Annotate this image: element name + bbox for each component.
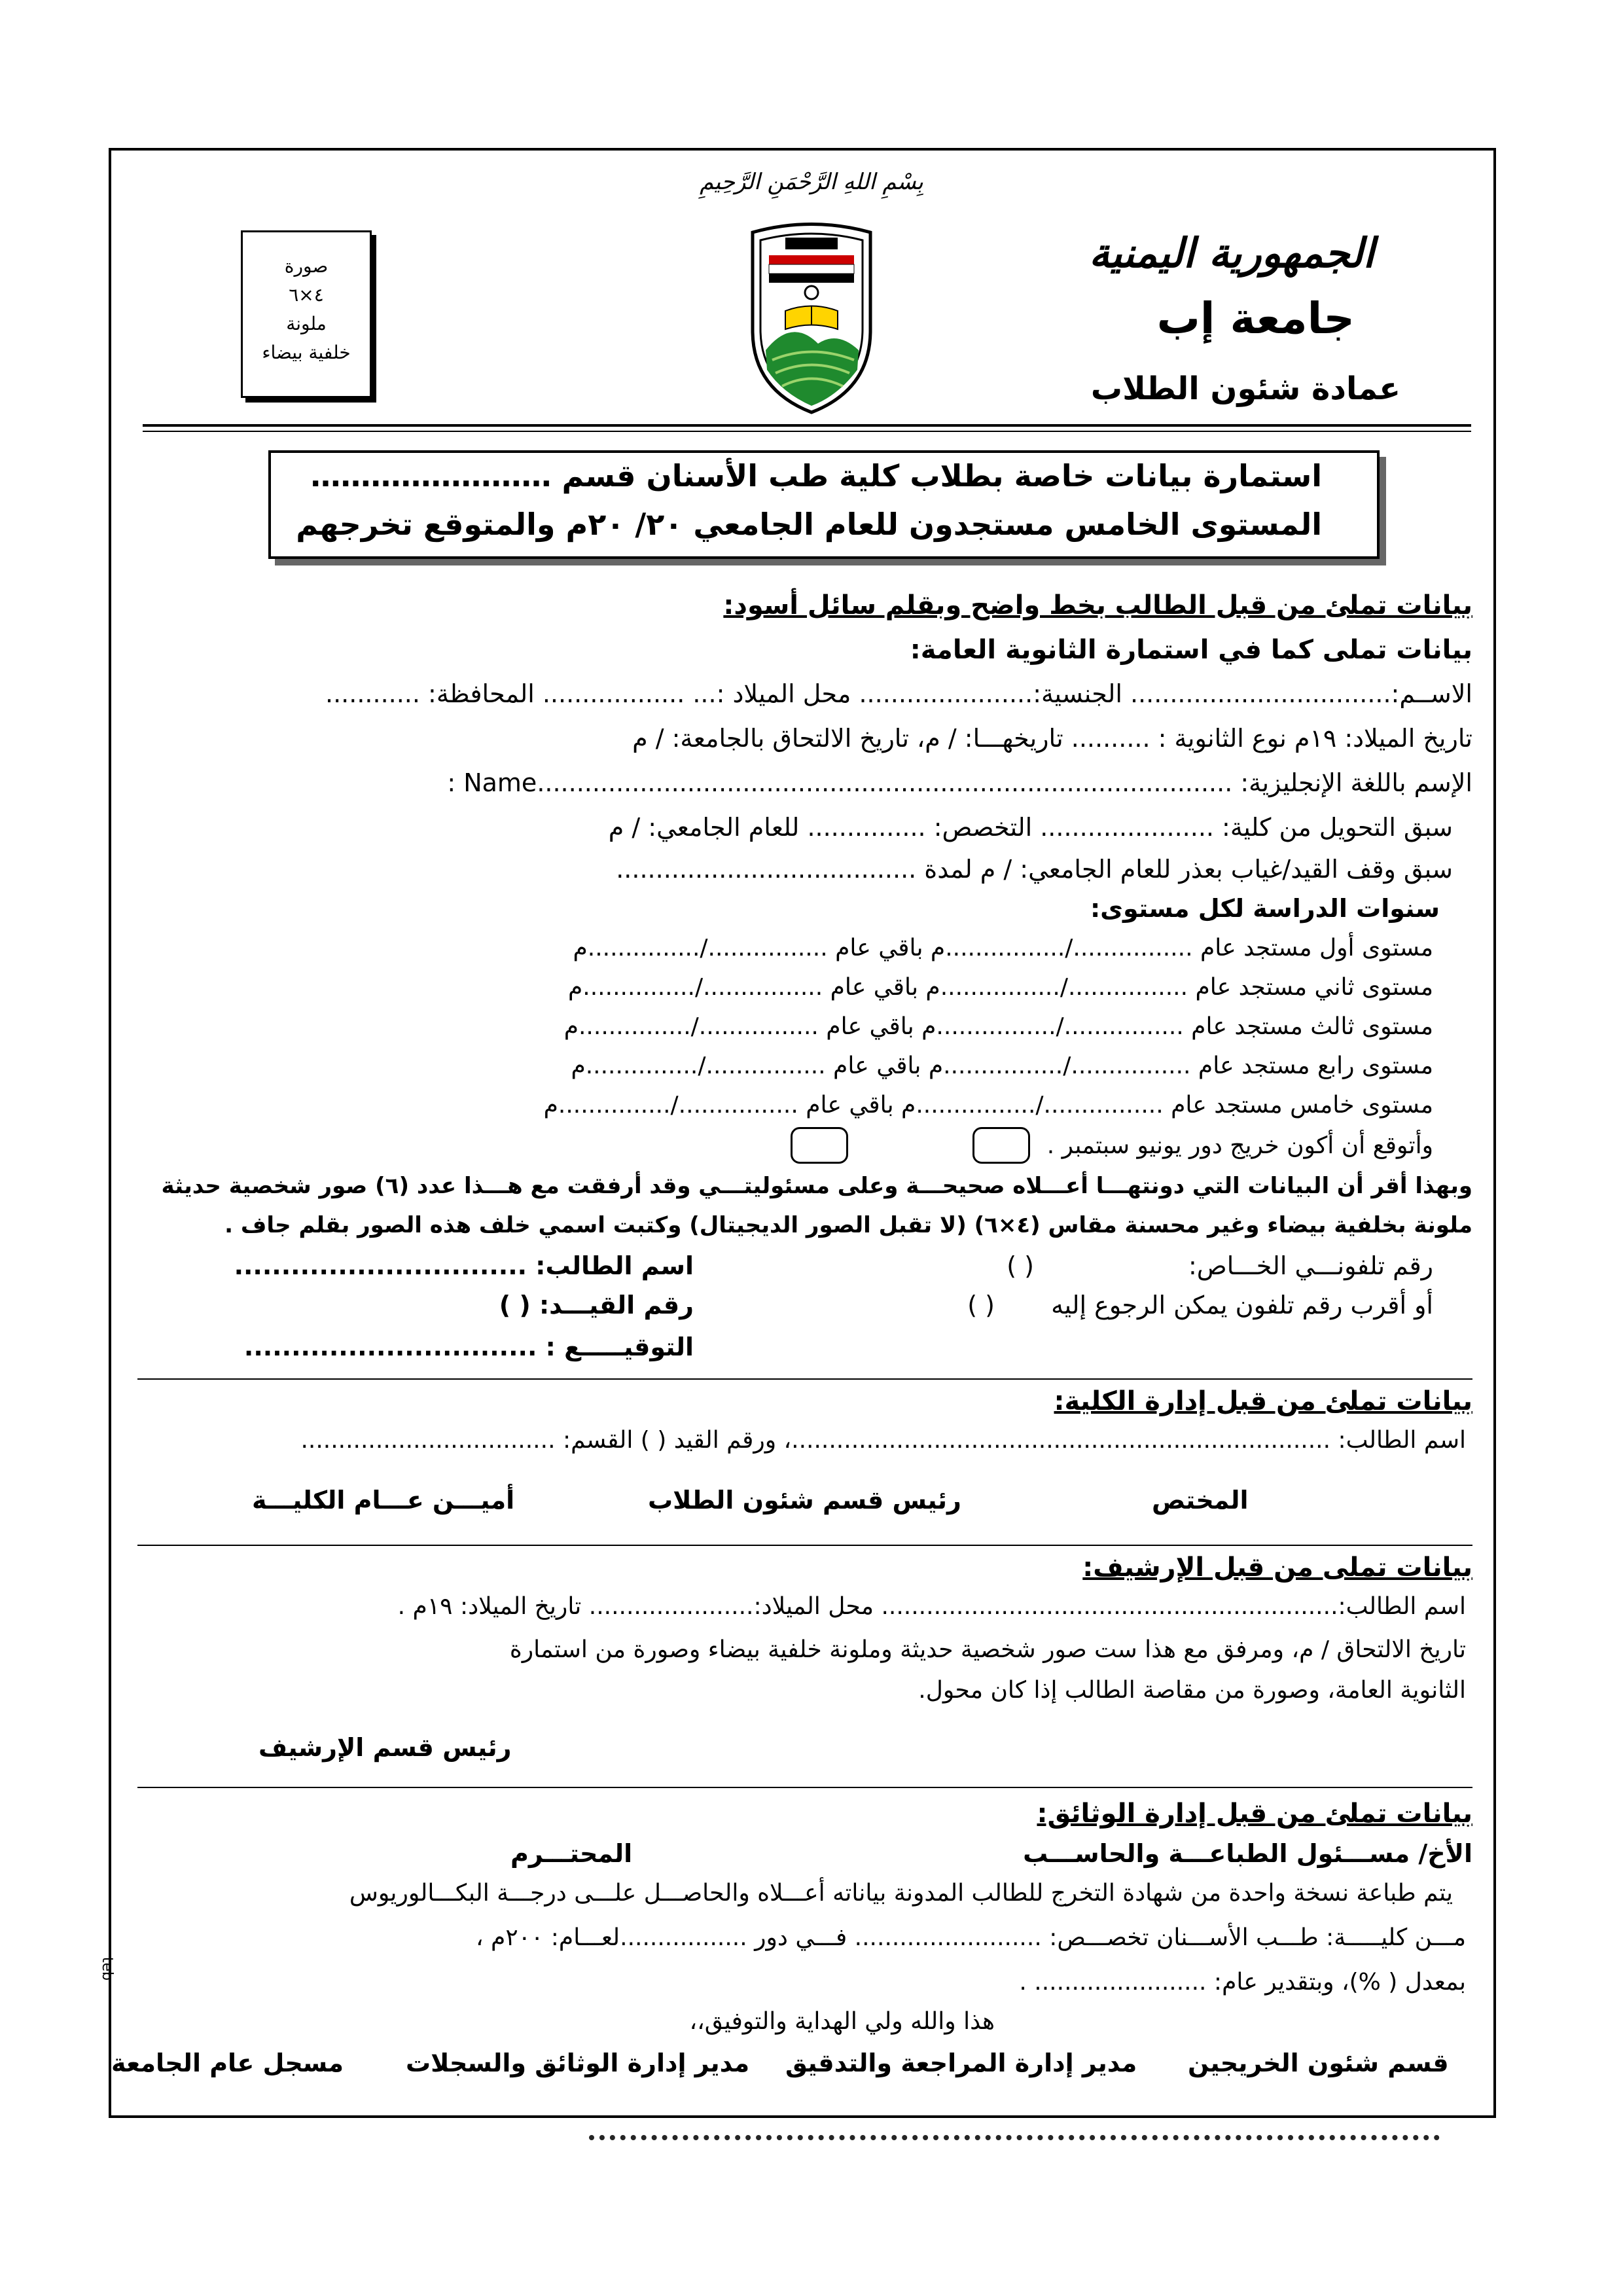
level-line: مستوى خامس مستجد عام ................/................م باقي عام ................/...............م xyxy=(543,1092,1433,1119)
college-section-heading: بيانات تملئ من قبل إدارة الكلية: xyxy=(1054,1386,1472,1416)
photo-box-line: صورة xyxy=(284,255,329,277)
archive-line1: اسم الطالب:............................................................. محل الميلاد:...................... تاريخ الميلاد: ١٩م . xyxy=(397,1593,1466,1620)
signature-specialist: المختص xyxy=(1152,1486,1249,1515)
photo-box-line: ٤×٦ xyxy=(289,284,324,306)
phone-field[interactable]: ( ) xyxy=(1007,1251,1034,1280)
form-title-line2: المستوى الخامس مستجدون للعام الجامعي ٢٠/ ٢٠م والمتوقع تخرجهم xyxy=(296,507,1322,542)
nearest-phone-label: أو أقرب رقم تلفون يمكن الرجوع إليه xyxy=(1051,1291,1433,1319)
student-section-subheading: بيانات تملى كما في استمارة الثانوية العامة: xyxy=(910,635,1472,665)
september-checkbox[interactable] xyxy=(791,1127,848,1164)
section-divider xyxy=(137,1787,1472,1788)
signature-field[interactable]: التوقيـــــع : ............................... xyxy=(243,1333,694,1361)
signature-registrar: مسجل عام الجامعة xyxy=(111,2049,344,2077)
phone-label: رقم تلفونـــي الخـــاص: xyxy=(1188,1251,1433,1280)
respected-label: المحتـــرم xyxy=(510,1839,633,1868)
archive-line2: تاريخ الالتحاق / م، ومرفق مع هذا ست صور شخصية حديثة وملونة خلفية بيضاء وصورة من استمارة xyxy=(509,1636,1466,1663)
photo-box-line: ملونة xyxy=(286,313,327,334)
header-rule xyxy=(143,431,1471,432)
university-name: جامعة إب xyxy=(1156,293,1355,344)
documents-line3: بمعدل ( %)، وبتقدير عام: ....................... . xyxy=(1019,1969,1466,1996)
line-birth: تاريخ الميلاد: ١٩م نوع الثانوية : .......... تاريخهـــا: / م، تاريخ الالتحاق بالجامعة: / م xyxy=(632,724,1472,753)
signature-college-secretary: أميـــن عـــام الكليـــة xyxy=(252,1486,515,1515)
archive-section-heading: بيانات تملى من قبل الإرشيف: xyxy=(1082,1552,1472,1583)
addressee-line: الأخ/ مســـئول الطباعـــة والحاســـب xyxy=(1023,1839,1472,1868)
level-line: مستوى أول مستجد عام ................/................م باقي عام ................/...............م xyxy=(573,935,1433,961)
declaration-line2: ملونة بخلفية بيضاء وغير محسنة مقاس (٤×٦) (لا تقبل الصور الديجيتال) وكتبت اسمي خلف هذه الصور بقلم جاف . xyxy=(224,1212,1472,1238)
archive-line3: الثانوية العامة، وصورة من مقاصة الطالب إذا كان محول. xyxy=(918,1677,1466,1704)
nearest-phone-field[interactable]: ( ) xyxy=(967,1291,995,1319)
line-english-name: الإسم باللغة الإنجليزية: ........................................................................................Name : xyxy=(447,768,1472,797)
photo-box-line: خلفية بيضاء xyxy=(262,342,351,363)
signature-student-affairs-head: رئيس قسم شئون الطلاب xyxy=(648,1486,961,1515)
college-line: اسم الطالب: ........................................................................، ورقم القيد ( ) القسم: .................................. xyxy=(300,1427,1466,1454)
section-divider xyxy=(137,1545,1472,1546)
signature-graduates-dept: قسم شئون الخريجين xyxy=(1188,2049,1449,2077)
photo-box xyxy=(241,230,372,398)
side-mark: teb xyxy=(99,1957,115,1981)
line-transfer: سبق التحويل من كلية: ...................... التخصص: ............... للعام الجامعي: / م xyxy=(608,813,1453,842)
closing-line: هذا والله ولي الهداية والتوفيق،، xyxy=(689,2008,995,2035)
documents-section-heading: بيانات تملئ من قبل إدارة الوثائق: xyxy=(1037,1799,1472,1829)
graduation-expectation: وأتوقع أن أكون خريج دور يونيو سبتمبر . xyxy=(1046,1132,1433,1159)
university-logo xyxy=(746,219,877,416)
signature-records-director: مدير إدارة الوثائق والسجلات xyxy=(406,2049,750,2077)
declaration-line1: وبهذا أقر أن البيانات التي دونتهـــا أعـــلاه صحيحـــة وعلى مسئوليتـــي وقد أرفقت مع هـــذا عدد (٦) صور شخصية حديثة xyxy=(161,1173,1472,1199)
footer-remnant xyxy=(589,2135,1440,2149)
deanship-name: عمادة شئون الطلاب xyxy=(1090,370,1400,407)
level-line: مستوى رابع مستجد عام ................/................م باقي عام ................/...............م xyxy=(571,1052,1433,1079)
june-checkbox[interactable] xyxy=(972,1127,1030,1164)
student-name-field[interactable]: اسم الطالب: ............................... xyxy=(234,1251,694,1280)
signature-audit-director: مدير إدارة المراجعة والتدقيق xyxy=(785,2049,1137,2077)
documents-line1: يتم طباعة نسخة واحدة من شهادة التخرج للطالب المدونة بياناته أعـــلاه والحاصـــل علـــى درجـــة البكـــالوريوس xyxy=(349,1880,1453,1907)
documents-line2: مـــن كليـــــة: طـــب الأســـنان تخصـــص: ......................... فـــي دور .................لعـــام: ٢٠٠م ، xyxy=(475,1924,1466,1951)
student-section-heading: بيانات تملئ من قبل الطالب بخط واضح وبقلم سائل أسود: xyxy=(723,590,1472,620)
level-line: مستوى ثاني مستجد عام ................/................م باقي عام ................/...............م xyxy=(568,974,1433,1001)
line-name: الاســم:................................. الجنسية:...................... محل الميلاد :... .................. المحافظة: ............ xyxy=(325,679,1472,708)
line-suspend: سبق وقف القيد/غياب بعذر للعام الجامعي: / م لمدة ...................................... xyxy=(616,855,1453,884)
registration-number-field[interactable]: رقم القيـــد: ( ) xyxy=(499,1291,694,1319)
header-rule xyxy=(143,424,1471,427)
level-line: مستوى ثالث مستجد عام ................/................م باقي عام ................/...............م xyxy=(563,1013,1433,1040)
basmala: بِسْمِ اللهِ الرَّحْمَنِ الرَّحِيمِ xyxy=(700,169,923,195)
signature-archive-head: رئيس قسم الإرشيف xyxy=(259,1733,512,1762)
republic-title: الجمهورية اليمنية xyxy=(1089,229,1374,277)
years-heading: سنوات الدراسة لكل مستوى: xyxy=(1090,894,1440,923)
section-divider xyxy=(137,1378,1472,1380)
form-title-line1: استمارة بيانات خاصة بطلاب كلية طب الأسنان قسم …………………… xyxy=(310,458,1322,493)
